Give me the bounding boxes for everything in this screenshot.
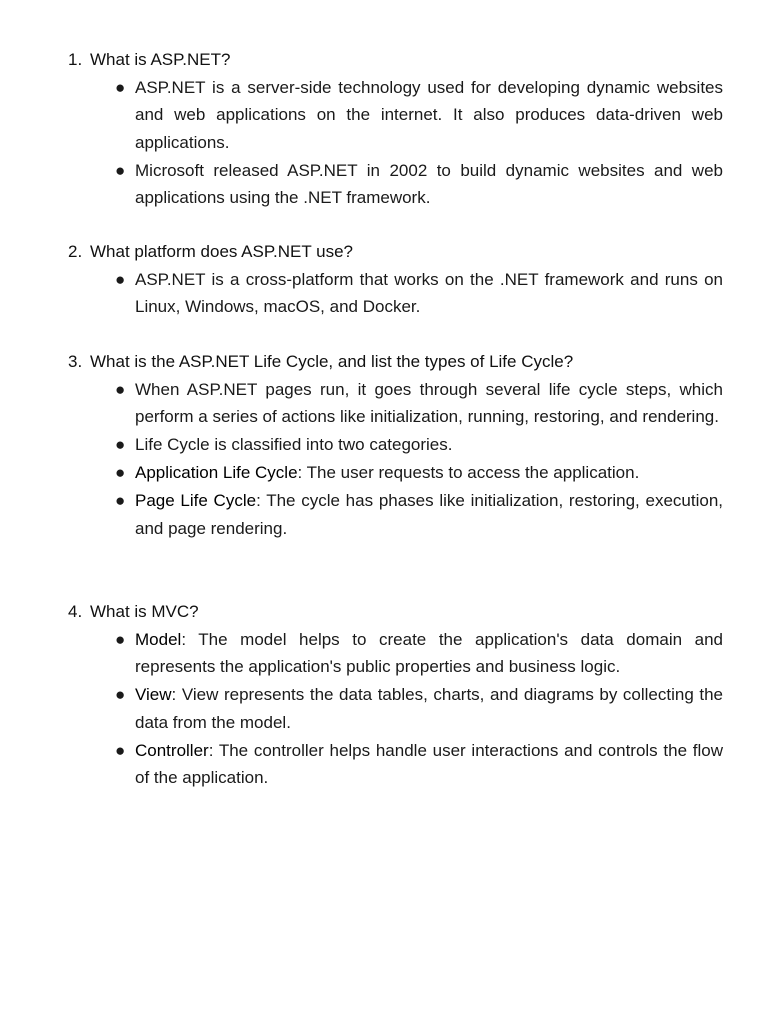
bullet-icon: ●	[115, 77, 126, 97]
question-heading	[68, 348, 728, 375]
bullet-icon: ●	[115, 379, 126, 399]
bullet-icon: ●	[115, 740, 126, 760]
answer-list	[68, 376, 728, 543]
term-label: Application Life Cycle	[135, 463, 298, 482]
answer-text: ASP.NET is a server-side technology used for developing dynamic websites and web applications on the internet. It also produces data-driven web applications.	[135, 77, 723, 152]
bullet-icon: ●	[115, 160, 126, 180]
question-3	[68, 348, 728, 542]
question-1	[68, 46, 728, 212]
question-title: What platform does ASP.NET use?	[90, 242, 354, 261]
question-heading	[68, 598, 728, 625]
list-item	[68, 737, 723, 792]
term-label: View	[135, 685, 172, 704]
question-2	[68, 238, 728, 321]
question-number: 1.	[68, 50, 83, 69]
answer-text: : View represents the data tables, charts, and diagrams by collecting the data from the model.	[135, 685, 723, 732]
answer-text: : The user requests to access the application.	[297, 463, 640, 482]
answer-text: : The controller helps handle user interactions and controls the flow of the application.	[135, 740, 723, 787]
answer-text: ASP.NET is a cross-platform that works on the .NET framework and runs on Linux, Windows, macOS, and Docker.	[135, 269, 723, 316]
answer-list	[68, 626, 728, 792]
list-item	[68, 487, 723, 542]
answer-text: Microsoft released ASP.NET in 2002 to build dynamic websites and web applications using the .NET framework.	[135, 160, 723, 207]
list-item	[68, 431, 723, 459]
list-item	[68, 626, 723, 681]
question-title: What is ASP.NET?	[90, 50, 231, 69]
term-label: Controller	[135, 740, 209, 760]
list-item	[68, 74, 723, 157]
answer-text: When ASP.NET pages run, it goes through several life cycle steps, which perform a series of actions like initialization, running, restoring, and rendering.	[135, 379, 723, 426]
answer-list	[68, 266, 728, 321]
answer-text: : The model helps to create the application's data domain and represents the application's public properties and business logic.	[135, 629, 723, 676]
question-number: 4.	[68, 602, 83, 621]
list-item	[68, 157, 723, 212]
list-item	[68, 266, 723, 321]
question-heading	[68, 46, 728, 73]
question-heading	[68, 238, 728, 265]
question-number: 2.	[68, 242, 83, 261]
list-item	[68, 376, 723, 431]
term-label: Model	[135, 629, 182, 649]
list-item	[68, 681, 723, 736]
bullet-icon: ●	[115, 491, 126, 510]
bullet-icon: ●	[115, 685, 126, 704]
term-label: Page Life Cycle	[135, 491, 257, 510]
list-item	[68, 459, 723, 487]
answer-list	[68, 74, 728, 212]
answer-text: Life Cycle is classified into two categories.	[135, 435, 453, 454]
question-title: What is the ASP.NET Life Cycle, and list the types of Life Cycle?	[90, 352, 574, 371]
bullet-icon: ●	[115, 629, 126, 649]
question-4	[68, 598, 728, 792]
bullet-icon: ●	[115, 463, 126, 482]
bullet-icon: ●	[115, 435, 126, 454]
question-number: 3.	[68, 352, 83, 371]
question-title: What is MVC?	[90, 602, 199, 621]
answer-text: : The cycle has phases like initialization, restoring, execution, and page rendering.	[135, 491, 723, 538]
bullet-icon: ●	[115, 269, 126, 289]
